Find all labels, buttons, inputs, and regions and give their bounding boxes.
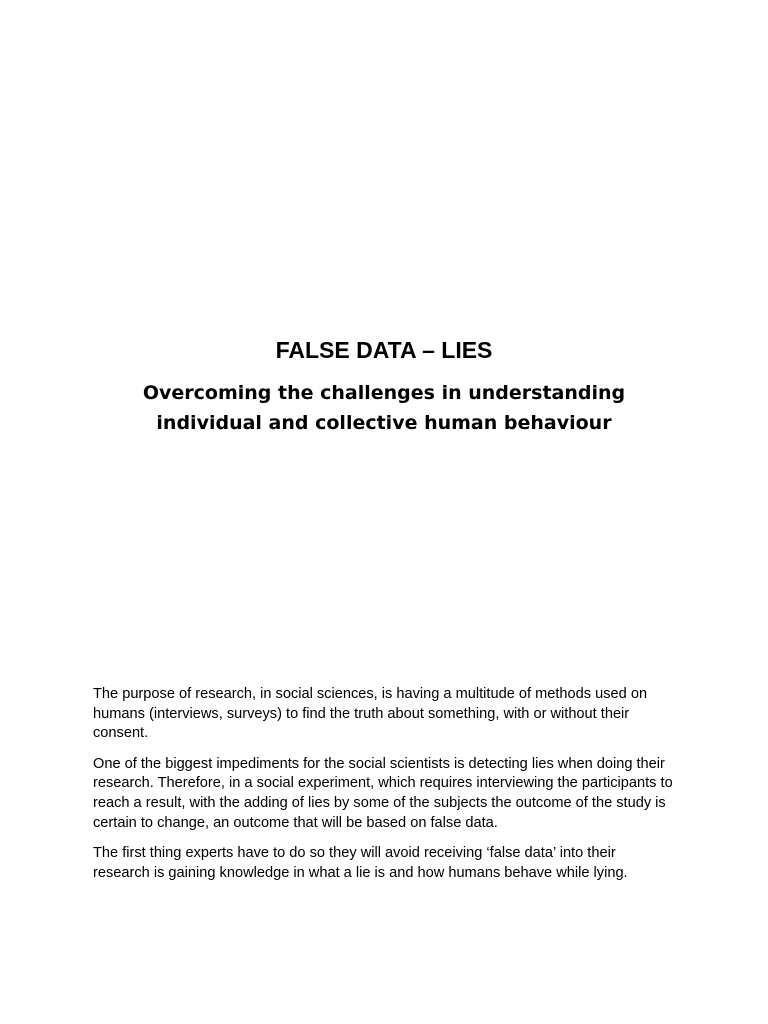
paragraph-3: The first thing experts have to do so they will avoid receiving ‘false data’ into their research is gaining knowledge in what a lie is and how humans behave while lying. (93, 845, 628, 881)
paragraph-2: One of the biggest impediments for the social scientists is detecting lies when doing their research. Therefore, in a social experiment, which requires interviewing the participants to reach a result, with the adding of lies by some of the subjects the outcome of the study is certain to change, an outcome that will be based on false data. (93, 755, 673, 831)
subtitle-line-1: Overcoming the challenges in understanding (142, 382, 626, 404)
body-text (93, 685, 673, 894)
page-subtitle (84, 378, 684, 438)
paragraph-1: The purpose of research, in social sciences, is having a multitude of methods used on humans (interviews, surveys) to find the truth about something, with or without their consent. (93, 686, 648, 742)
subtitle-line-2: individual and collective human behaviour (156, 412, 612, 434)
page-title: FALSE DATA – LIES (275, 337, 493, 363)
